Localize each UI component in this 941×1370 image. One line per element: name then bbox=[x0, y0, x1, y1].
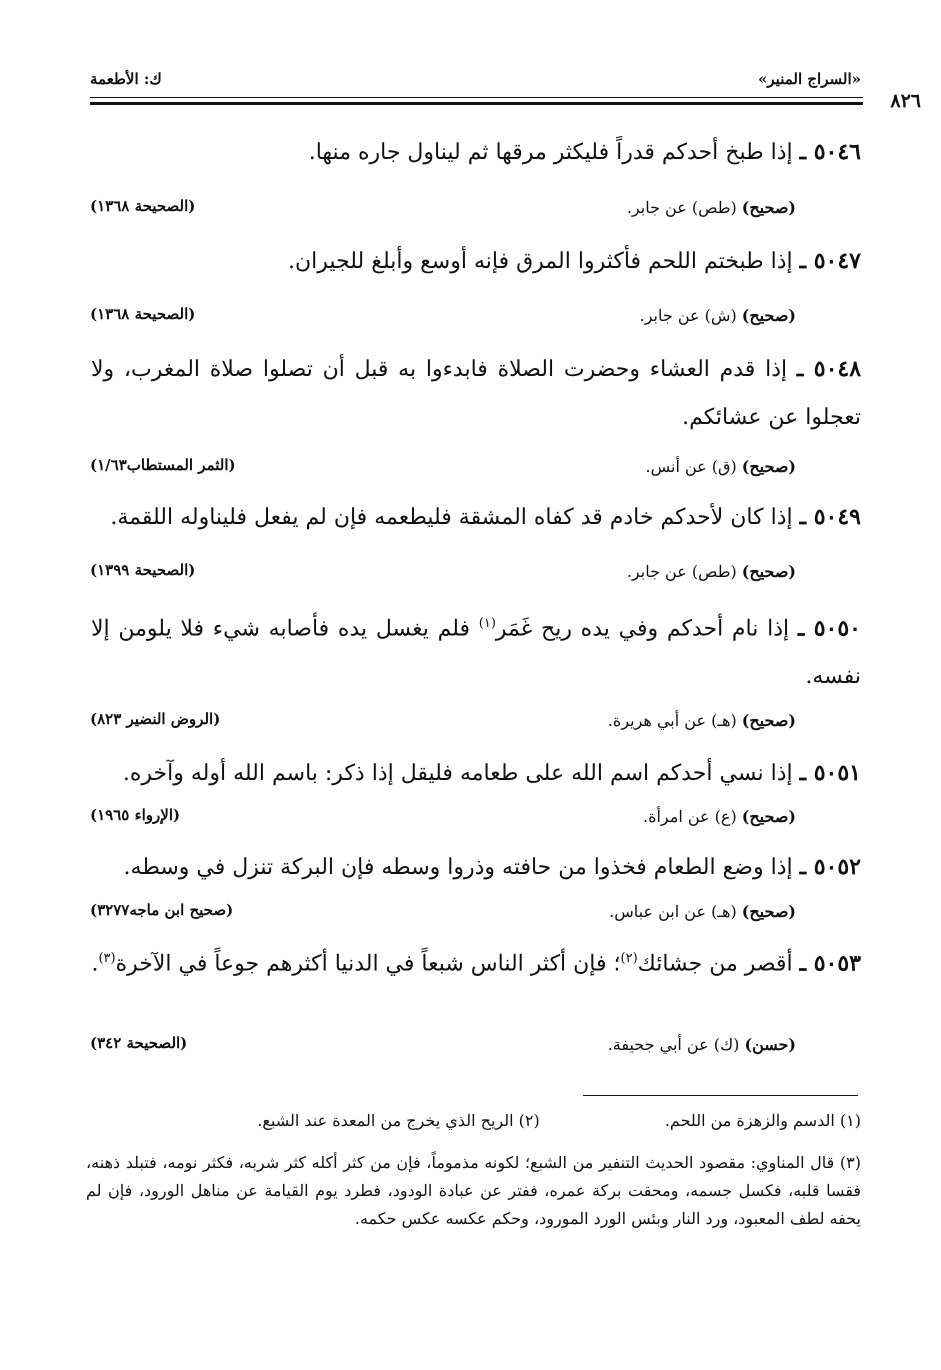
footnote-separator bbox=[583, 1095, 858, 1096]
book-title: «السراج المنير» bbox=[758, 70, 861, 88]
hadith-body: إذا نام أحدكم وفي يده ريح غَمَر bbox=[495, 616, 790, 642]
hadith-number: ٥٠٥٠ ـ bbox=[797, 615, 861, 642]
hadith-number: ٥٠٥٢ ـ bbox=[799, 854, 861, 880]
hadith-body-continued: فلم يغسل يده فأصابه شيء فلا يلومن إلا نفسه. bbox=[91, 616, 861, 690]
hadith-5046-reference bbox=[627, 198, 796, 217]
footnote-1 bbox=[665, 1107, 861, 1135]
hadith-body: إذا وضع الطعام فخذوا من حافته وذروا وسطه فإن البركة تنزل في وسطه. bbox=[123, 855, 793, 880]
hadith-narration: (ك) عن أبي جحيفة. bbox=[607, 1035, 740, 1054]
hadith-text bbox=[91, 128, 861, 177]
hadith-body: إذا طبختم اللحم فأكثروا المرق فإنه أوسع وأبلغ للجيران. bbox=[288, 249, 793, 274]
page-number: ٨٢٦ bbox=[890, 90, 921, 112]
hadith-5048-source: (الثمر المستطاب١/٦٣) bbox=[90, 456, 236, 474]
footnote-marker: (٣) bbox=[839, 1153, 861, 1172]
footnote-text: الريح الذي يخرج من المعدة عند الشبع. bbox=[257, 1111, 514, 1130]
hadith-body: أقصر من جشائك bbox=[637, 951, 793, 977]
hadith-5048 bbox=[91, 345, 861, 442]
hadith-text bbox=[91, 843, 861, 892]
hadith-grade: (صحيح) bbox=[741, 198, 796, 217]
hadith-grade: (صحيح) bbox=[741, 562, 796, 581]
hadith-5046-source: (الصحيحة ١٣٦٨) bbox=[90, 197, 196, 215]
hadith-narration: (ع) عن امرأة. bbox=[643, 807, 737, 826]
hadith-grade: (صحيح) bbox=[741, 902, 796, 921]
hadith-narration: (ق) عن أنس. bbox=[645, 457, 737, 476]
hadith-5050-source: (الروض النضير ٨٢٣) bbox=[90, 710, 221, 728]
footnote-marker: (١) bbox=[478, 616, 496, 631]
hadith-number: ٥٠٥١ ـ bbox=[799, 760, 861, 786]
hadith-number: ٥٠٤٧ ـ bbox=[799, 248, 861, 274]
hadith-body: إذا كان لأحدكم خادم قد كفاه المشقة فليطعمه فإن لم يفعل فليناوله اللقمة. bbox=[110, 505, 793, 530]
hadith-text bbox=[91, 237, 861, 286]
hadith-body: إذا قدم العشاء وحضرت الصلاة فابدءوا به قبل أن تصلوا صلاة المغرب، ولا تعجلوا عن عشائكم. bbox=[91, 357, 861, 430]
hadith-body-continued: ؛ فإن أكثر الناس شبعاً في الدنيا أكثرهم جوعاً في الآخرة bbox=[115, 951, 621, 977]
hadith-5051 bbox=[91, 749, 861, 798]
hadith-5052-reference bbox=[609, 902, 796, 921]
hadith-number: ٥٠٥٣ ـ bbox=[799, 950, 861, 977]
hadith-body: إذا نسي أحدكم اسم الله على طعامه فليقل إذا ذكر: باسم الله أوله وآخره. bbox=[122, 761, 793, 786]
hadith-5050 bbox=[91, 600, 861, 701]
hadith-5049-source: (الصحيحة ١٣٩٩) bbox=[90, 561, 196, 579]
hadith-5049 bbox=[91, 493, 861, 542]
chapter-title: ك: الأطعمة bbox=[90, 70, 162, 88]
hadith-5051-reference bbox=[643, 807, 796, 826]
hadith-5052 bbox=[91, 843, 861, 892]
hadith-5053-reference bbox=[608, 1035, 796, 1054]
footnote-marker: (٣) bbox=[98, 951, 116, 966]
hadith-5047-source: (الصحيحة ١٣٦٨) bbox=[90, 305, 196, 323]
hadith-number: ٥٠٤٦ ـ bbox=[799, 139, 861, 165]
footnote-text: قال المناوي: مقصود الحديث التنفير من الشبع؛ لكونه مذموماً، فإن من كثر أكله كثر شربه، فكثر نومه، فتبلد ذهنه، فقسا قلبه، فكسل جسمه، ومحقت بركة عمره، ففتر عن عبادة الودود، فطرد يوم القيامة عن مناهل الورود، فإن لم يحفه لطف المعبود، ورد النار وبئس الورد المورود، وحكم عكسه عكس حكمه. bbox=[86, 1153, 861, 1228]
hadith-number: ٥٠٤٩ ـ bbox=[799, 504, 861, 530]
hadith-grade: (صحيح) bbox=[741, 807, 796, 826]
hadith-grade: (صحيح) bbox=[741, 306, 796, 325]
hadith-number: ٥٠٤٨ ـ bbox=[796, 356, 862, 382]
hadith-5053-source: (الصحيحة ٣٤٢) bbox=[90, 1034, 188, 1052]
hadith-text bbox=[91, 493, 861, 542]
hadith-5048-reference bbox=[646, 457, 797, 476]
hadith-5053 bbox=[91, 935, 861, 988]
hadith-grade: (حسن) bbox=[744, 1035, 796, 1054]
hadith-narration: (هـ) عن ابن عباس. bbox=[609, 902, 737, 921]
footnote-3 bbox=[86, 1149, 861, 1233]
hadith-5046 bbox=[91, 128, 861, 177]
hadith-text bbox=[91, 749, 861, 798]
hadith-grade: (صحيح) bbox=[741, 711, 796, 730]
hadith-text bbox=[91, 600, 861, 701]
hadith-text bbox=[91, 345, 861, 442]
hadith-narration: (طص) عن جابر. bbox=[626, 198, 737, 217]
hadith-narration: (ش) عن جابر. bbox=[639, 306, 737, 325]
hadith-body: إذا طبخ أحدكم قدراً فليكثر مرقها ثم ليناول جاره منها. bbox=[308, 140, 793, 165]
footnote-2 bbox=[257, 1107, 539, 1135]
hadith-5047 bbox=[91, 237, 861, 286]
header-rule-thick bbox=[90, 102, 863, 105]
hadith-5051-source: (الإرواء ١٩٦٥) bbox=[90, 806, 181, 824]
footnotes-row-1 bbox=[86, 1107, 861, 1135]
hadith-grade: (صحيح) bbox=[741, 457, 796, 476]
footnote-marker: (١) bbox=[839, 1111, 861, 1130]
hadith-5049-reference bbox=[627, 562, 796, 581]
hadith-5050-reference bbox=[608, 711, 796, 730]
hadith-narration: (طص) عن جابر. bbox=[626, 562, 737, 581]
footnote-marker: (٢) bbox=[518, 1111, 540, 1130]
hadith-5052-source: (صحيح ابن ماجه٣٢٧٧) bbox=[90, 901, 234, 919]
footnote-marker: (٢) bbox=[620, 951, 638, 966]
hadith-narration: (هـ) عن أبي هريرة. bbox=[607, 711, 737, 730]
hadith-text bbox=[91, 935, 861, 988]
hadith-5047-reference bbox=[640, 306, 796, 325]
hadith-body-end: . bbox=[91, 951, 99, 977]
header-rule-thin bbox=[90, 97, 863, 98]
footnote-text: الدسم والزهزة من اللحم. bbox=[664, 1111, 835, 1130]
